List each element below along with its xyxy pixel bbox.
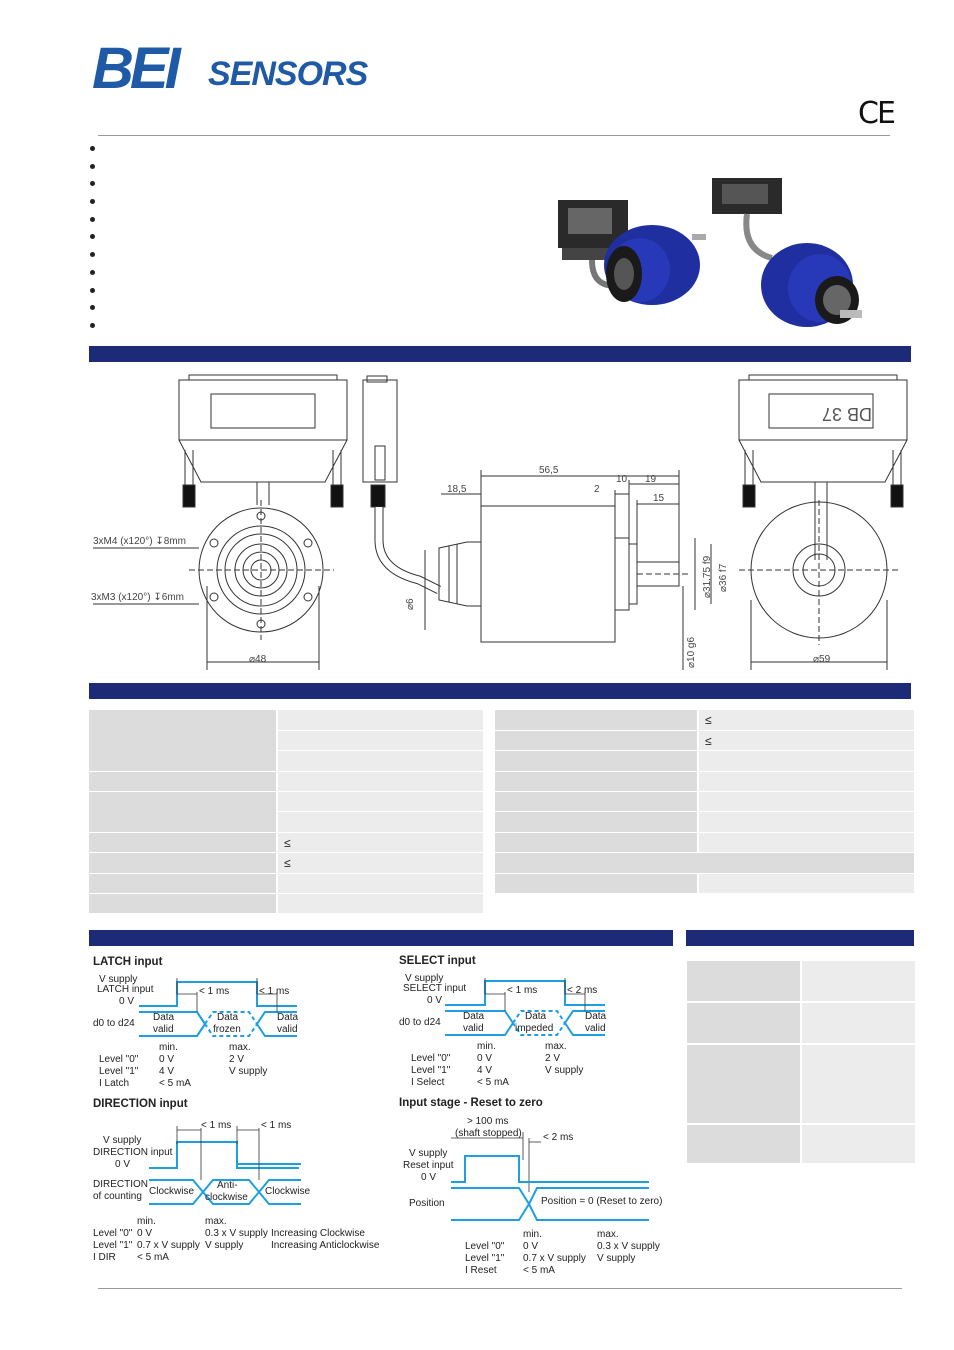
spec-row: [89, 792, 483, 812]
spec-row: [495, 832, 914, 852]
svg-text:4 V: 4 V: [159, 1066, 175, 1077]
bei-sensors-logo: [92, 36, 392, 101]
timing-diagrams: [89, 948, 679, 1278]
svg-text:valid: valid: [463, 1023, 484, 1034]
svg-text:LATCH input: LATCH input: [93, 956, 163, 968]
svg-text:DIRECTION input: DIRECTION input: [93, 1147, 173, 1158]
logo-sensors: SENSORS: [208, 55, 368, 93]
reset-diagram: [399, 1097, 662, 1276]
spec-row: [89, 710, 483, 730]
direction-diagram: [93, 1098, 380, 1263]
bullet: [90, 217, 95, 222]
bullet: [90, 288, 95, 293]
latch-diagram: [93, 956, 299, 1089]
section-bar-specifications: [89, 683, 911, 699]
spec-row: [495, 751, 914, 771]
svg-text:0 V: 0 V: [115, 1159, 131, 1170]
spec-row: [495, 853, 914, 873]
svg-text:DIRECTION: DIRECTION: [93, 1179, 148, 1190]
svg-text:Data: Data: [525, 1011, 547, 1022]
svg-text:2 V: 2 V: [545, 1053, 561, 1064]
section-bar-dimensions: [89, 346, 911, 362]
bullet: [90, 199, 95, 204]
svg-text:< 1 ms: < 1 ms: [199, 986, 230, 997]
svg-text:Increasing Clockwise: Increasing Clockwise: [271, 1228, 365, 1239]
svg-text:Level "0": Level "0": [411, 1053, 451, 1064]
svg-text:min.: min.: [523, 1229, 542, 1240]
svg-text:SELECT input: SELECT input: [403, 983, 467, 994]
svg-text:0 V: 0 V: [119, 996, 135, 1007]
side-table-row: [687, 1045, 915, 1125]
svg-text:Level "0": Level "0": [93, 1228, 133, 1239]
svg-text:< 5 mA: < 5 mA: [477, 1077, 509, 1088]
header-rule: [98, 135, 890, 136]
svg-text:0.3 x V supply: 0.3 x V supply: [597, 1241, 660, 1252]
footer-rule: [98, 1288, 902, 1289]
logo-bei: BEI: [92, 36, 177, 101]
svg-text:Reset input: Reset input: [403, 1160, 454, 1171]
svg-text:Position: Position: [409, 1198, 445, 1209]
svg-text:Level "1": Level "1": [93, 1240, 133, 1251]
spec-table-right: [495, 710, 914, 894]
side-table-row: [687, 961, 915, 1003]
svg-text:of counting: of counting: [93, 1191, 142, 1202]
svg-text:0.3 x V supply: 0.3 x V supply: [205, 1228, 268, 1239]
bullet: [90, 234, 95, 239]
spec-row: ≤: [89, 853, 483, 873]
svg-text:Level "1": Level "1": [99, 1066, 139, 1077]
svg-text:< 5 mA: < 5 mA: [523, 1265, 555, 1276]
dim-l10: 10: [616, 474, 628, 485]
svg-text:Position = 0 (Reset to zero): Position = 0 (Reset to zero): [541, 1196, 663, 1207]
encoder-body-side: [481, 506, 615, 642]
section-bar-inputs: [89, 930, 673, 946]
encoder-product-image: [552, 170, 882, 340]
svg-text:frozen: frozen: [213, 1024, 241, 1035]
svg-text:Increasing Anticlockwise: Increasing Anticlockwise: [271, 1240, 380, 1251]
svg-text:Data: Data: [463, 1011, 485, 1022]
connector-label-db37: DB 37: [821, 404, 873, 424]
svg-text:V supply: V supply: [99, 974, 138, 985]
svg-text:< 2 ms: < 2 ms: [543, 1132, 574, 1143]
svg-text:d0 to d24: d0 to d24: [93, 1018, 135, 1029]
svg-text:Level "0": Level "0": [99, 1054, 139, 1065]
svg-text:V supply: V supply: [597, 1253, 636, 1264]
svg-text:(shaft stopped): (shaft stopped): [455, 1128, 522, 1139]
dim-d10: ⌀10 g6: [686, 636, 697, 668]
svg-text:< 5 mA: < 5 mA: [159, 1078, 191, 1089]
svg-text:Data: Data: [277, 1012, 299, 1023]
svg-text:Anti-: Anti-: [217, 1180, 238, 1191]
svg-text:V supply: V supply: [229, 1066, 268, 1077]
bullet: [90, 164, 95, 169]
svg-text:0 V: 0 V: [427, 995, 443, 1006]
dim-d48: ⌀48: [249, 654, 267, 665]
left-connector-body: [179, 380, 347, 440]
svg-text:max.: max.: [597, 1229, 619, 1240]
svg-text:V supply: V supply: [103, 1135, 142, 1146]
ce-mark: CE: [858, 96, 894, 131]
dim-l19: 19: [645, 474, 657, 485]
mount-label-m3: 3xM3 (x120°) ↧6mm: [91, 592, 184, 603]
dim-l15: 15: [653, 493, 665, 504]
svg-text:clockwise: clockwise: [205, 1192, 248, 1203]
svg-text:valid: valid: [277, 1024, 298, 1035]
svg-text:0 V: 0 V: [477, 1053, 493, 1064]
svg-text:< 2 ms: < 2 ms: [567, 985, 598, 996]
bullet: [90, 252, 95, 257]
svg-text:d0 to d24: d0 to d24: [399, 1017, 441, 1028]
encoder-left-illustration: [558, 200, 706, 305]
svg-text:Data: Data: [217, 1012, 239, 1023]
svg-text:valid: valid: [585, 1023, 606, 1034]
svg-text:max.: max.: [545, 1041, 567, 1052]
svg-text:Level "1": Level "1": [411, 1065, 451, 1076]
svg-text:max.: max.: [205, 1216, 227, 1227]
svg-text:LATCH input: LATCH input: [97, 984, 154, 995]
svg-text:I Latch: I Latch: [99, 1078, 130, 1089]
svg-text:V supply: V supply: [205, 1240, 244, 1251]
left-connector-label-plate: [211, 394, 315, 428]
spec-row: [495, 873, 914, 893]
svg-text:V supply: V supply: [409, 1148, 448, 1159]
svg-text:valid: valid: [153, 1024, 174, 1035]
svg-text:min.: min.: [159, 1042, 178, 1053]
spec-row: [89, 771, 483, 791]
svg-text:> 100 ms: > 100 ms: [467, 1116, 509, 1127]
spec-row: [495, 812, 914, 832]
dim-d59: ⌀59: [813, 654, 831, 665]
feature-bullets: [90, 146, 100, 341]
svg-text:max.: max.: [229, 1042, 251, 1053]
svg-text:< 5 mA: < 5 mA: [137, 1252, 169, 1263]
svg-text:< 1 ms: < 1 ms: [261, 1120, 292, 1131]
svg-text:min.: min.: [477, 1041, 496, 1052]
svg-text:0.7 x V supply: 0.7 x V supply: [137, 1240, 200, 1251]
svg-text:Level "1": Level "1": [465, 1253, 505, 1264]
select-diagram: [399, 955, 607, 1088]
dim-l56: 56,5: [539, 465, 559, 476]
encoder-right-illustration: [712, 178, 862, 327]
svg-text:Level "0": Level "0": [465, 1241, 505, 1252]
mount-label-m4: 3xM4 (x120°) ↧8mm: [93, 536, 186, 547]
svg-text:4 V: 4 V: [477, 1065, 493, 1076]
bullet: [90, 146, 95, 151]
svg-text:0.7 x V supply: 0.7 x V supply: [523, 1253, 586, 1264]
svg-text:Data: Data: [153, 1012, 175, 1023]
svg-text:Clockwise: Clockwise: [265, 1186, 311, 1197]
dim-d31: ⌀31,75 f9: [702, 555, 713, 598]
svg-text:SELECT input: SELECT input: [399, 955, 476, 967]
spec-row: [495, 771, 914, 791]
svg-text:0 V: 0 V: [137, 1228, 153, 1239]
svg-text:0 V: 0 V: [421, 1172, 437, 1183]
bullet: [90, 181, 95, 186]
spec-row: [89, 894, 483, 914]
spec-row: ≤: [495, 710, 914, 730]
side-table-row: [687, 1125, 915, 1165]
svg-text:0 V: 0 V: [159, 1054, 175, 1065]
svg-text:I DIR: I DIR: [93, 1252, 116, 1263]
bullet: [90, 323, 95, 328]
spec-row: [495, 792, 914, 812]
svg-text:I Select: I Select: [411, 1077, 445, 1088]
svg-text:V supply: V supply: [545, 1065, 584, 1076]
dim-d36: ⌀36 f7: [718, 563, 729, 592]
spec-row: ≤: [89, 832, 483, 852]
svg-text:< 1 ms: < 1 ms: [201, 1120, 232, 1131]
svg-text:2 V: 2 V: [229, 1054, 245, 1065]
bullet: [90, 305, 95, 310]
svg-text:I Reset: I Reset: [465, 1265, 497, 1276]
dim-d6: ⌀6: [405, 598, 416, 610]
bullet: [90, 270, 95, 275]
svg-text:0 V: 0 V: [523, 1241, 539, 1252]
dim-l18: 18,5: [447, 484, 467, 495]
spec-row: ≤: [495, 730, 914, 750]
svg-text:Data: Data: [585, 1011, 607, 1022]
side-connector: [363, 380, 397, 482]
dimension-drawing: [89, 370, 911, 675]
svg-text:V supply: V supply: [405, 973, 444, 984]
section-bar-side: [686, 930, 914, 946]
dim-l2: 2: [594, 484, 600, 495]
svg-text:DIRECTION input: DIRECTION input: [93, 1098, 188, 1110]
svg-text:min.: min.: [137, 1216, 156, 1227]
svg-text:< 1 ms: < 1 ms: [259, 986, 290, 997]
side-table-row: [687, 1003, 915, 1045]
spec-row: [89, 873, 483, 893]
svg-text:< 1 ms: < 1 ms: [507, 985, 538, 996]
svg-text:Clockwise: Clockwise: [149, 1186, 195, 1197]
svg-text:Input stage - Reset to zero: Input stage - Reset to zero: [399, 1097, 543, 1109]
svg-text:impeded: impeded: [515, 1023, 554, 1034]
side-table: [687, 961, 915, 1165]
spec-table-left: [89, 710, 483, 914]
